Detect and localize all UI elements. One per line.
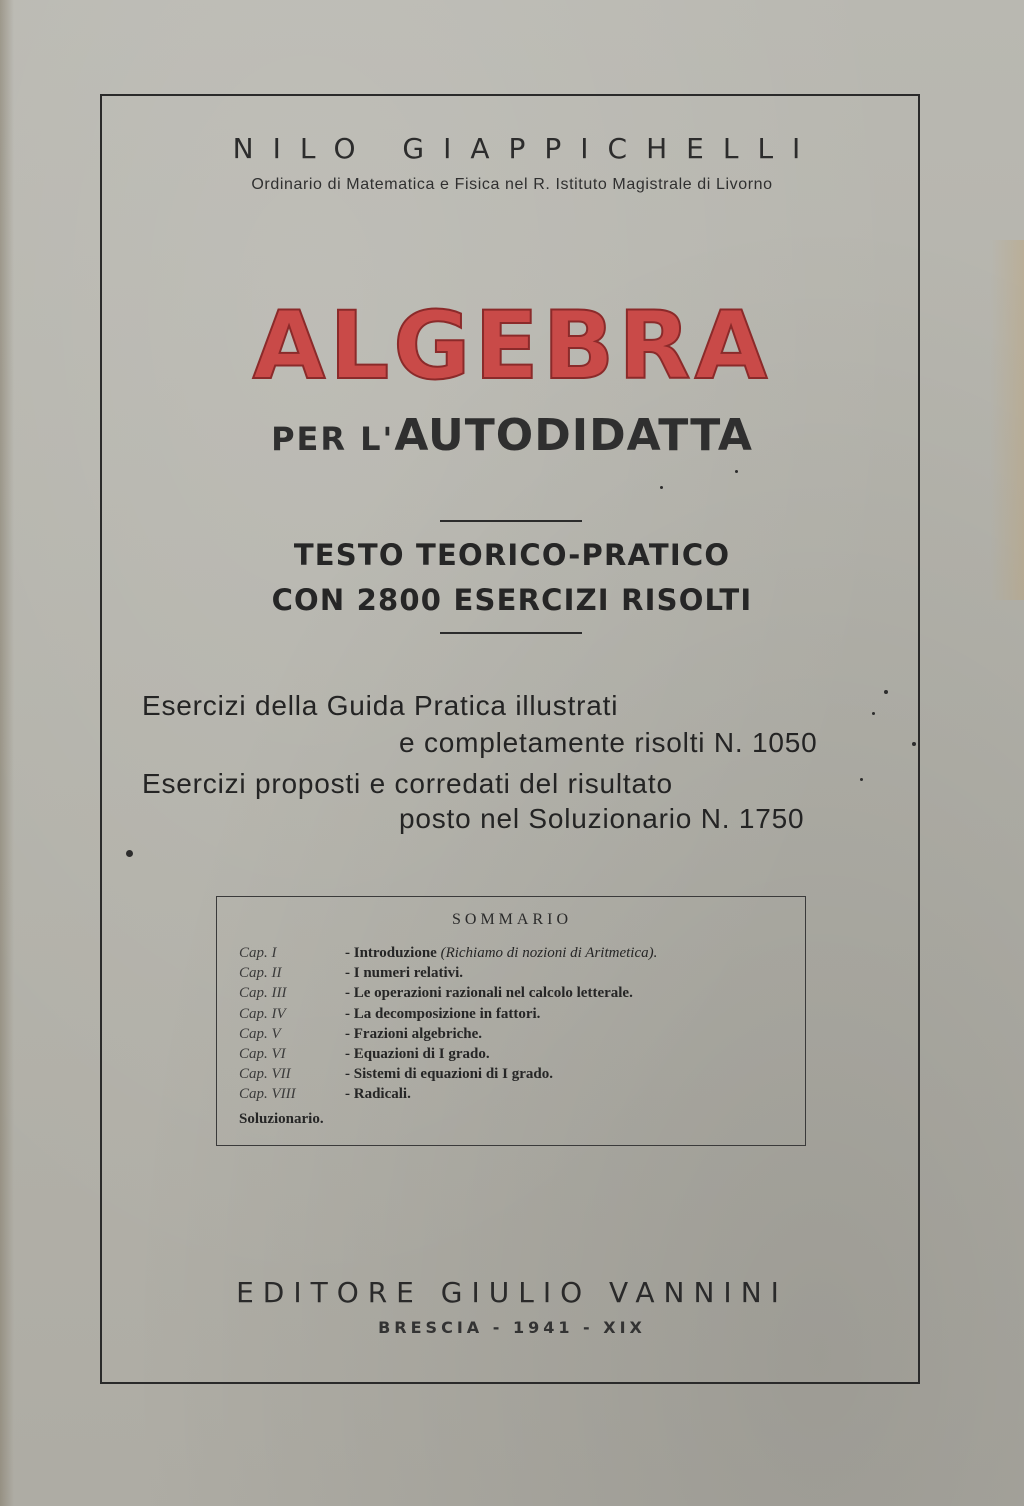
author-name: NILO GIAPPICHELLI [232,132,820,165]
ink-speck [872,712,875,715]
divider-bottom [440,632,582,634]
solutions-entry: Soluzionario. [239,1111,324,1127]
ink-speck [884,690,888,694]
exercises-line-4: posto nel Soluzionario N. 1750 [399,803,805,834]
publisher-imprint: BRESCIA - 1941 - XIX [378,1318,646,1337]
chapter-number: Cap. II [239,965,282,982]
exercises-line-2: e completamente risolti N. 1050 [399,727,818,758]
subtitle-prefix: PER L' [271,420,395,458]
chapter-number: Cap. III [239,985,287,1002]
chapter-number: Cap. VI [239,1045,286,1062]
subtitle-main: AUTODIDATTA [394,410,753,461]
chapter-number: Cap. IV [239,1005,286,1022]
chapter-title: - I numeri relativi. [345,965,464,982]
chapter-title: - La decomposizione in fattori. [345,1005,541,1022]
book-subtitle [0,410,1024,461]
ink-speck [912,742,916,746]
exercises-line-1: Esercizi della Guida Pratica illustrati [142,690,619,721]
publisher-name: EDITORE GIULIO VANNINI [236,1276,788,1309]
chapter-title: - Frazioni algebriche. [345,1025,483,1042]
summary-box [216,896,806,1146]
chapter-number: Cap. I [239,945,277,961]
chapter-title: - Sistemi di equazioni di I grado. [345,1066,553,1083]
ink-speck [660,486,663,489]
chapter-title [345,945,657,962]
exercises-line-3: Esercizi proposti e corredati del risultato [142,768,673,799]
ink-speck [860,778,863,781]
summary-title: SOMMARIO [451,911,572,928]
chapter-title: - Radicali. [345,1086,411,1103]
ink-speck [126,850,133,857]
tagline-line-1: TESTO TEORICO-PRATICO [293,538,731,572]
divider-top [440,520,582,522]
chapter-note: (Richiamo di nozioni di Aritmetica). [440,945,658,961]
author-affiliation: Ordinario di Matematica e Fisica nel R. Istituto Magistrale di Livorno [251,176,773,193]
chapter-number: Cap. VII [239,1066,291,1083]
book-title: ALGEBRA [252,292,772,401]
chapter-title-text: - Introduzione [345,945,437,961]
chapter-number: Cap. VIII [239,1086,296,1103]
chapter-number: Cap. V [239,1025,281,1042]
tagline-line-2: CON 2800 ESERCIZI RISOLTI [271,583,753,617]
ink-speck [735,470,738,473]
chapter-title: - Le operazioni razionali nel calcolo letterale. [345,985,633,1002]
chapter-title: - Equazioni di I grado. [345,1045,490,1062]
